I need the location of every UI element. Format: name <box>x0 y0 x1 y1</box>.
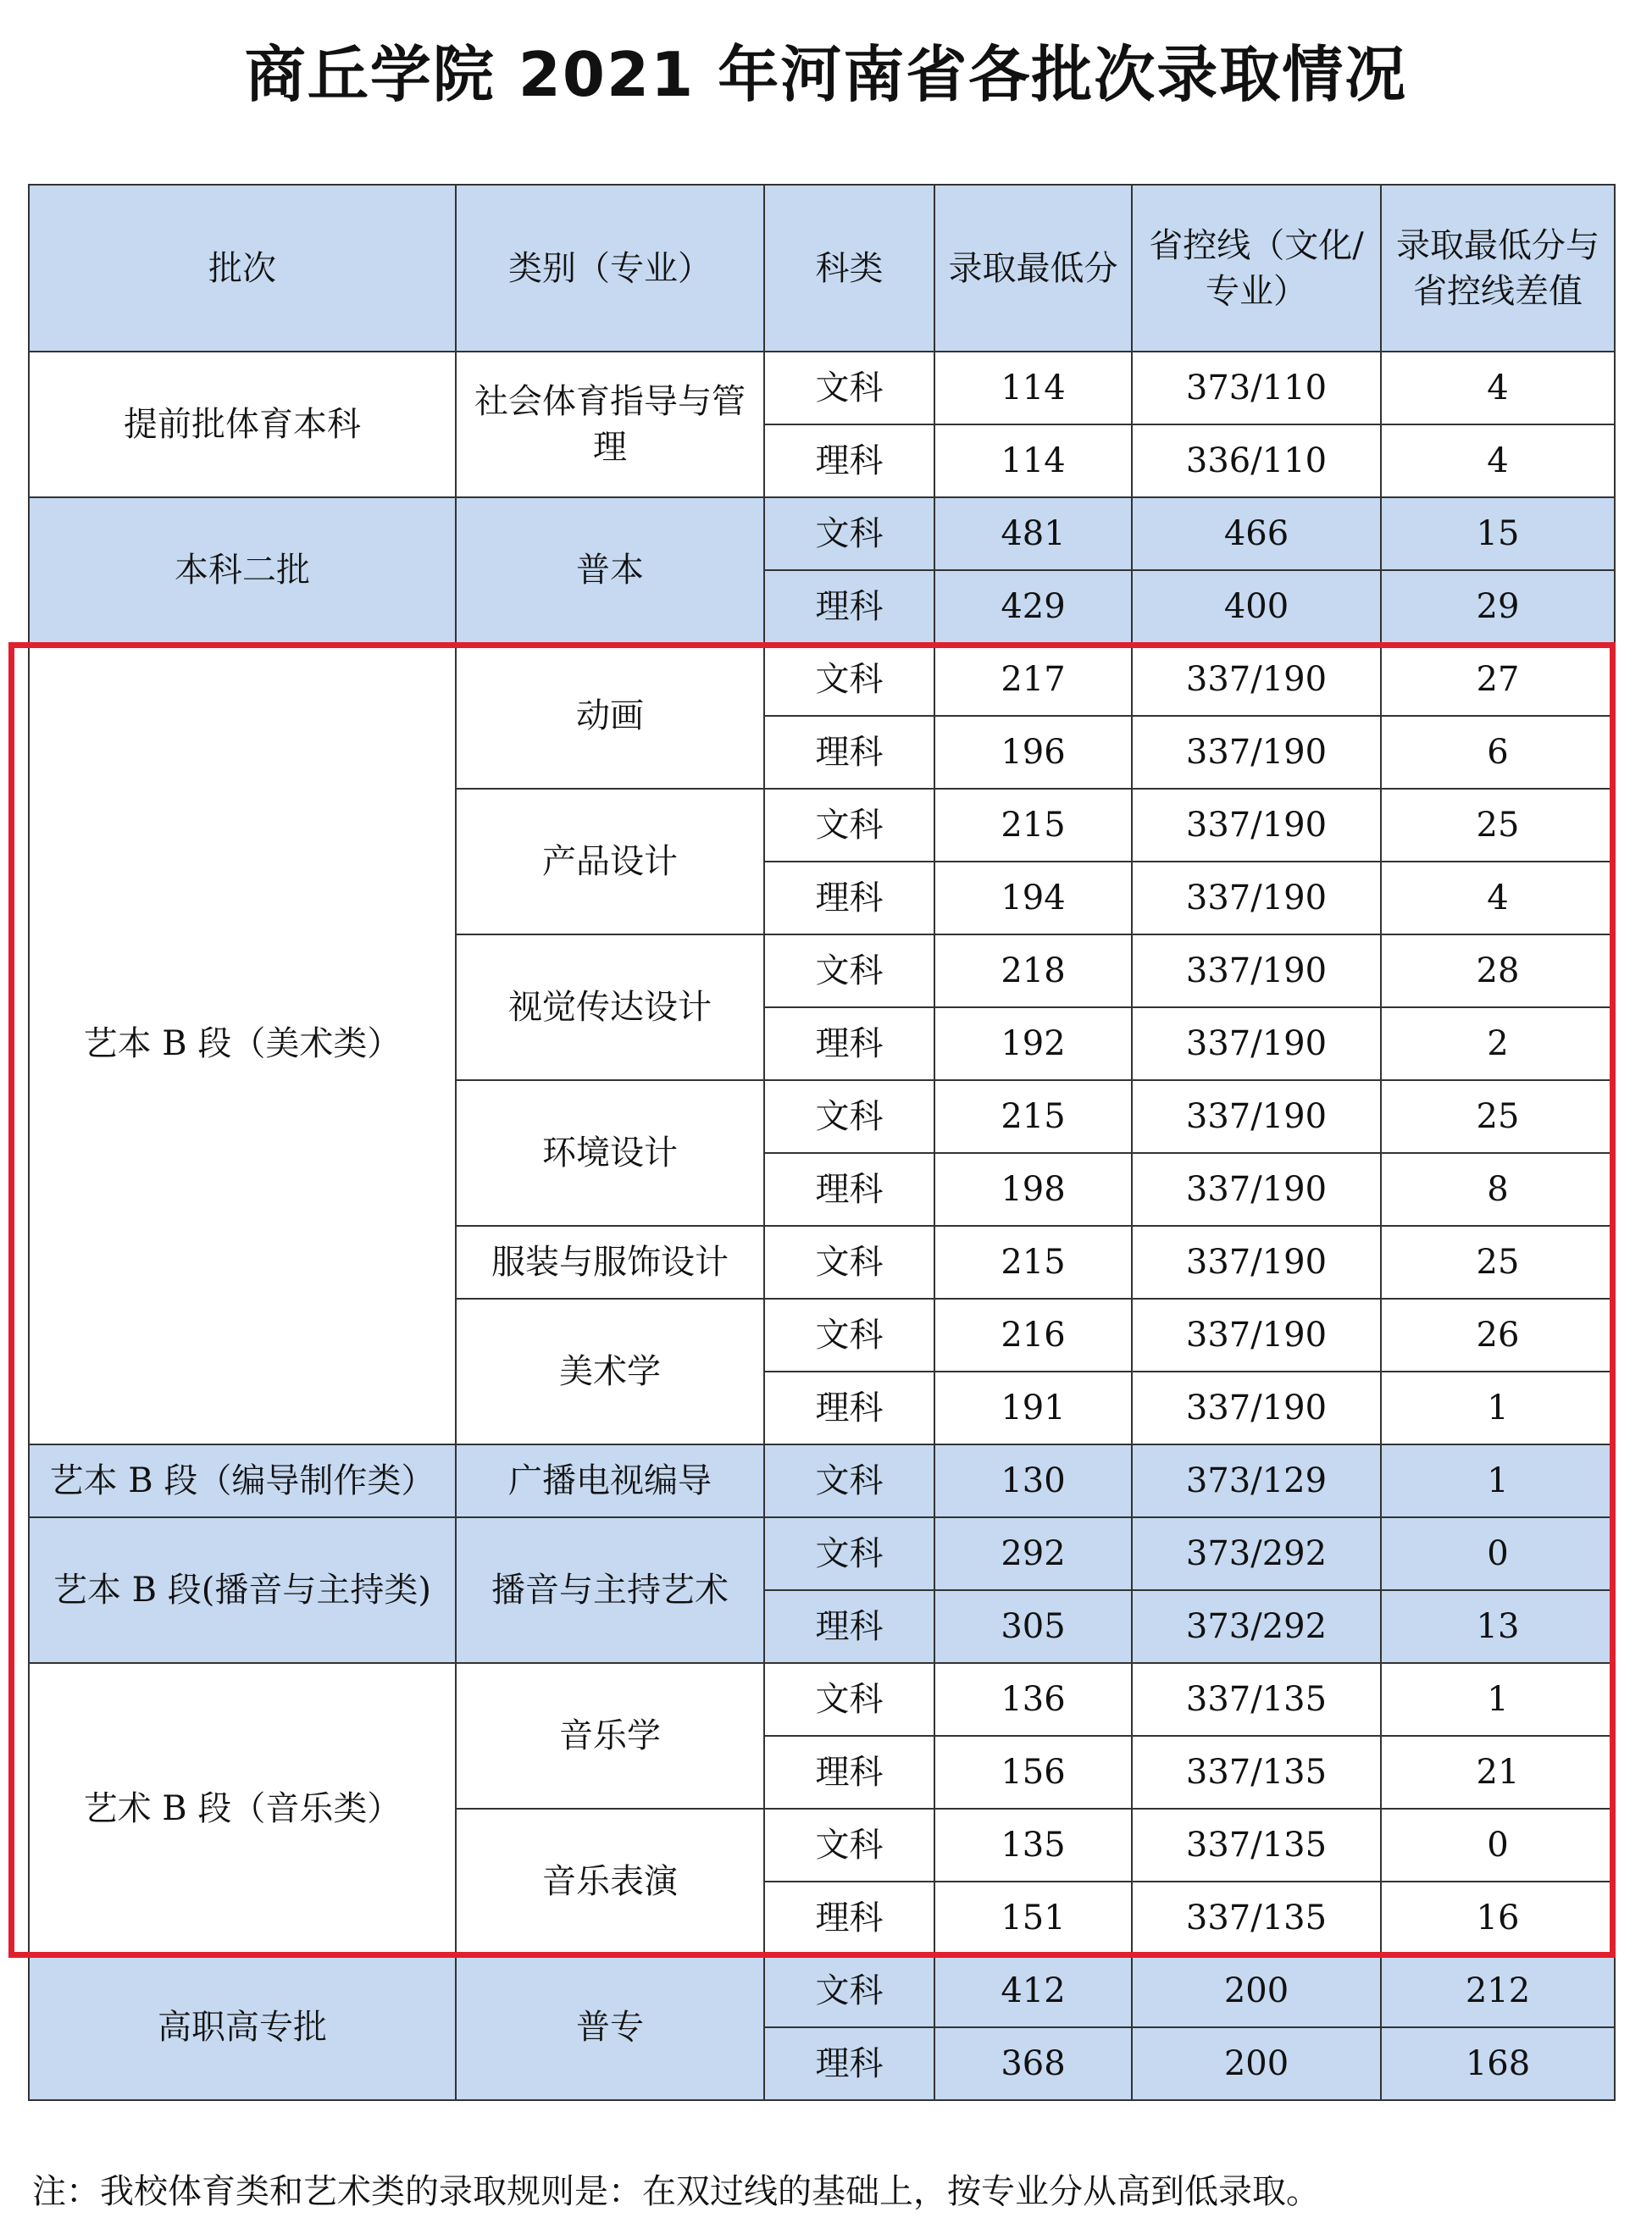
subject-cell: 文科 <box>764 1663 934 1736</box>
diff-cell: 25 <box>1381 1080 1615 1153</box>
category-cell: 音乐学 <box>456 1663 764 1809</box>
diff-cell: 1 <box>1381 1444 1615 1517</box>
table-row <box>29 1444 1615 1517</box>
min-score-cell: 429 <box>934 570 1132 643</box>
header-subject: 科类 <box>764 185 934 352</box>
subject-cell: 理科 <box>764 1882 934 1954</box>
min-score-cell: 215 <box>934 1080 1132 1153</box>
diff-cell: 13 <box>1381 1590 1615 1663</box>
min-score-cell: 151 <box>934 1882 1132 1954</box>
batch-cell: 本科二批 <box>29 497 456 643</box>
header-category: 类别（专业） <box>456 185 764 352</box>
batch-cell: 提前批体育本科 <box>29 352 456 497</box>
subject-cell: 理科 <box>764 570 934 643</box>
diff-cell: 4 <box>1381 862 1615 934</box>
min-score-cell: 136 <box>934 1663 1132 1736</box>
diff-cell: 1 <box>1381 1663 1615 1736</box>
control-line-cell: 200 <box>1132 2027 1381 2100</box>
batch-cell: 艺术 B 段（音乐类） <box>29 1663 456 1954</box>
subject-cell: 文科 <box>764 1809 934 1882</box>
batch-cell: 艺本 B 段(播音与主持类) <box>29 1517 456 1663</box>
control-line-cell: 373/292 <box>1132 1517 1381 1590</box>
subject-cell: 文科 <box>764 789 934 862</box>
control-line-cell: 337/190 <box>1132 1007 1381 1080</box>
min-score-cell: 135 <box>934 1809 1132 1882</box>
control-line-cell: 337/190 <box>1132 1372 1381 1444</box>
category-cell: 广播电视编导 <box>456 1444 764 1517</box>
batch-cell: 艺本 B 段（美术类） <box>29 643 456 1444</box>
min-score-cell: 305 <box>934 1590 1132 1663</box>
control-line-cell: 337/135 <box>1132 1663 1381 1736</box>
table-row <box>29 352 1615 424</box>
control-line-cell: 337/190 <box>1132 1226 1381 1299</box>
diff-cell: 25 <box>1381 1226 1615 1299</box>
min-score-cell: 198 <box>934 1153 1132 1226</box>
category-cell: 产品设计 <box>456 789 764 934</box>
diff-cell: 168 <box>1381 2027 1615 2100</box>
admission-table <box>28 184 1616 2101</box>
min-score-cell: 292 <box>934 1517 1132 1590</box>
subject-cell: 文科 <box>764 497 934 570</box>
subject-cell: 文科 <box>764 1299 934 1372</box>
subject-cell: 文科 <box>764 1226 934 1299</box>
category-cell: 视觉传达设计 <box>456 934 764 1080</box>
diff-cell: 15 <box>1381 497 1615 570</box>
subject-cell: 文科 <box>764 352 934 424</box>
batch-cell: 高职高专批 <box>29 1954 456 2100</box>
control-line-cell: 466 <box>1132 497 1381 570</box>
category-cell: 动画 <box>456 643 764 789</box>
subject-cell: 文科 <box>764 643 934 716</box>
control-line-cell: 373/110 <box>1132 352 1381 424</box>
min-score-cell: 196 <box>934 716 1132 789</box>
min-score-cell: 156 <box>934 1736 1132 1809</box>
subject-cell: 理科 <box>764 1590 934 1663</box>
subject-cell: 理科 <box>764 424 934 497</box>
subject-cell: 文科 <box>764 1517 934 1590</box>
table-row <box>29 1954 1615 2027</box>
min-score-cell: 215 <box>934 789 1132 862</box>
control-line-cell: 337/190 <box>1132 1299 1381 1372</box>
subject-cell: 理科 <box>764 716 934 789</box>
table-header-row <box>29 185 1615 352</box>
min-score-cell: 368 <box>934 2027 1132 2100</box>
diff-cell: 6 <box>1381 716 1615 789</box>
category-cell: 社会体育指导与管理 <box>456 352 764 497</box>
subject-cell: 文科 <box>764 1954 934 2027</box>
subject-cell: 理科 <box>764 862 934 934</box>
min-score-cell: 218 <box>934 934 1132 1007</box>
subject-cell: 理科 <box>764 2027 934 2100</box>
subject-cell: 理科 <box>764 1007 934 1080</box>
diff-cell: 28 <box>1381 934 1615 1007</box>
category-cell: 环境设计 <box>456 1080 764 1226</box>
subject-cell: 理科 <box>764 1372 934 1444</box>
control-line-cell: 373/129 <box>1132 1444 1381 1517</box>
table-row <box>29 1517 1615 1590</box>
control-line-cell: 337/190 <box>1132 1153 1381 1226</box>
control-line-cell: 373/292 <box>1132 1590 1381 1663</box>
min-score-cell: 412 <box>934 1954 1132 2027</box>
min-score-cell: 130 <box>934 1444 1132 1517</box>
diff-cell: 1 <box>1381 1372 1615 1444</box>
subject-cell: 文科 <box>764 934 934 1007</box>
header-diff: 录取最低分与省控线差值 <box>1381 185 1615 352</box>
min-score-cell: 481 <box>934 497 1132 570</box>
min-score-cell: 191 <box>934 1372 1132 1444</box>
diff-cell: 16 <box>1381 1882 1615 1954</box>
diff-cell: 2 <box>1381 1007 1615 1080</box>
subject-cell: 文科 <box>764 1444 934 1517</box>
control-line-cell: 200 <box>1132 1954 1381 2027</box>
category-cell: 音乐表演 <box>456 1809 764 1954</box>
diff-cell: 26 <box>1381 1299 1615 1372</box>
control-line-cell: 337/190 <box>1132 1080 1381 1153</box>
min-score-cell: 216 <box>934 1299 1132 1372</box>
header-control-line: 省控线（文化/专业） <box>1132 185 1381 352</box>
subject-cell: 文科 <box>764 1080 934 1153</box>
control-line-cell: 337/135 <box>1132 1809 1381 1882</box>
diff-cell: 27 <box>1381 643 1615 716</box>
diff-cell: 25 <box>1381 789 1615 862</box>
control-line-cell: 400 <box>1132 570 1381 643</box>
header-min-score: 录取最低分 <box>934 185 1132 352</box>
table-row <box>29 497 1615 570</box>
table-row <box>29 1663 1615 1736</box>
min-score-cell: 114 <box>934 424 1132 497</box>
category-cell: 服装与服饰设计 <box>456 1226 764 1299</box>
control-line-cell: 337/190 <box>1132 643 1381 716</box>
control-line-cell: 337/190 <box>1132 934 1381 1007</box>
footnote: 注：我校体育类和艺术类的录取规则是：在双过线的基础上，按专业分从高到低录取。 <box>32 2172 1320 2211</box>
category-cell: 普本 <box>456 497 764 643</box>
header-batch: 批次 <box>29 185 456 352</box>
table-row <box>29 643 1615 716</box>
control-line-cell: 337/135 <box>1132 1736 1381 1809</box>
diff-cell: 212 <box>1381 1954 1615 2027</box>
subject-cell: 理科 <box>764 1736 934 1809</box>
diff-cell: 0 <box>1381 1517 1615 1590</box>
control-line-cell: 337/190 <box>1132 716 1381 789</box>
page-title: 商丘学院 2021 年河南省各批次录取情况 <box>244 39 1408 110</box>
diff-cell: 29 <box>1381 570 1615 643</box>
diff-cell: 4 <box>1381 424 1615 497</box>
category-cell: 美术学 <box>456 1299 764 1444</box>
min-score-cell: 194 <box>934 862 1132 934</box>
diff-cell: 21 <box>1381 1736 1615 1809</box>
min-score-cell: 217 <box>934 643 1132 716</box>
control-line-cell: 337/135 <box>1132 1882 1381 1954</box>
min-score-cell: 192 <box>934 1007 1132 1080</box>
control-line-cell: 336/110 <box>1132 424 1381 497</box>
min-score-cell: 114 <box>934 352 1132 424</box>
control-line-cell: 337/190 <box>1132 789 1381 862</box>
min-score-cell: 215 <box>934 1226 1132 1299</box>
category-cell: 播音与主持艺术 <box>456 1517 764 1663</box>
diff-cell: 0 <box>1381 1809 1615 1882</box>
diff-cell: 8 <box>1381 1153 1615 1226</box>
control-line-cell: 337/190 <box>1132 862 1381 934</box>
diff-cell: 4 <box>1381 352 1615 424</box>
batch-cell: 艺本 B 段（编导制作类） <box>29 1444 456 1517</box>
category-cell: 普专 <box>456 1954 764 2100</box>
subject-cell: 理科 <box>764 1153 934 1226</box>
